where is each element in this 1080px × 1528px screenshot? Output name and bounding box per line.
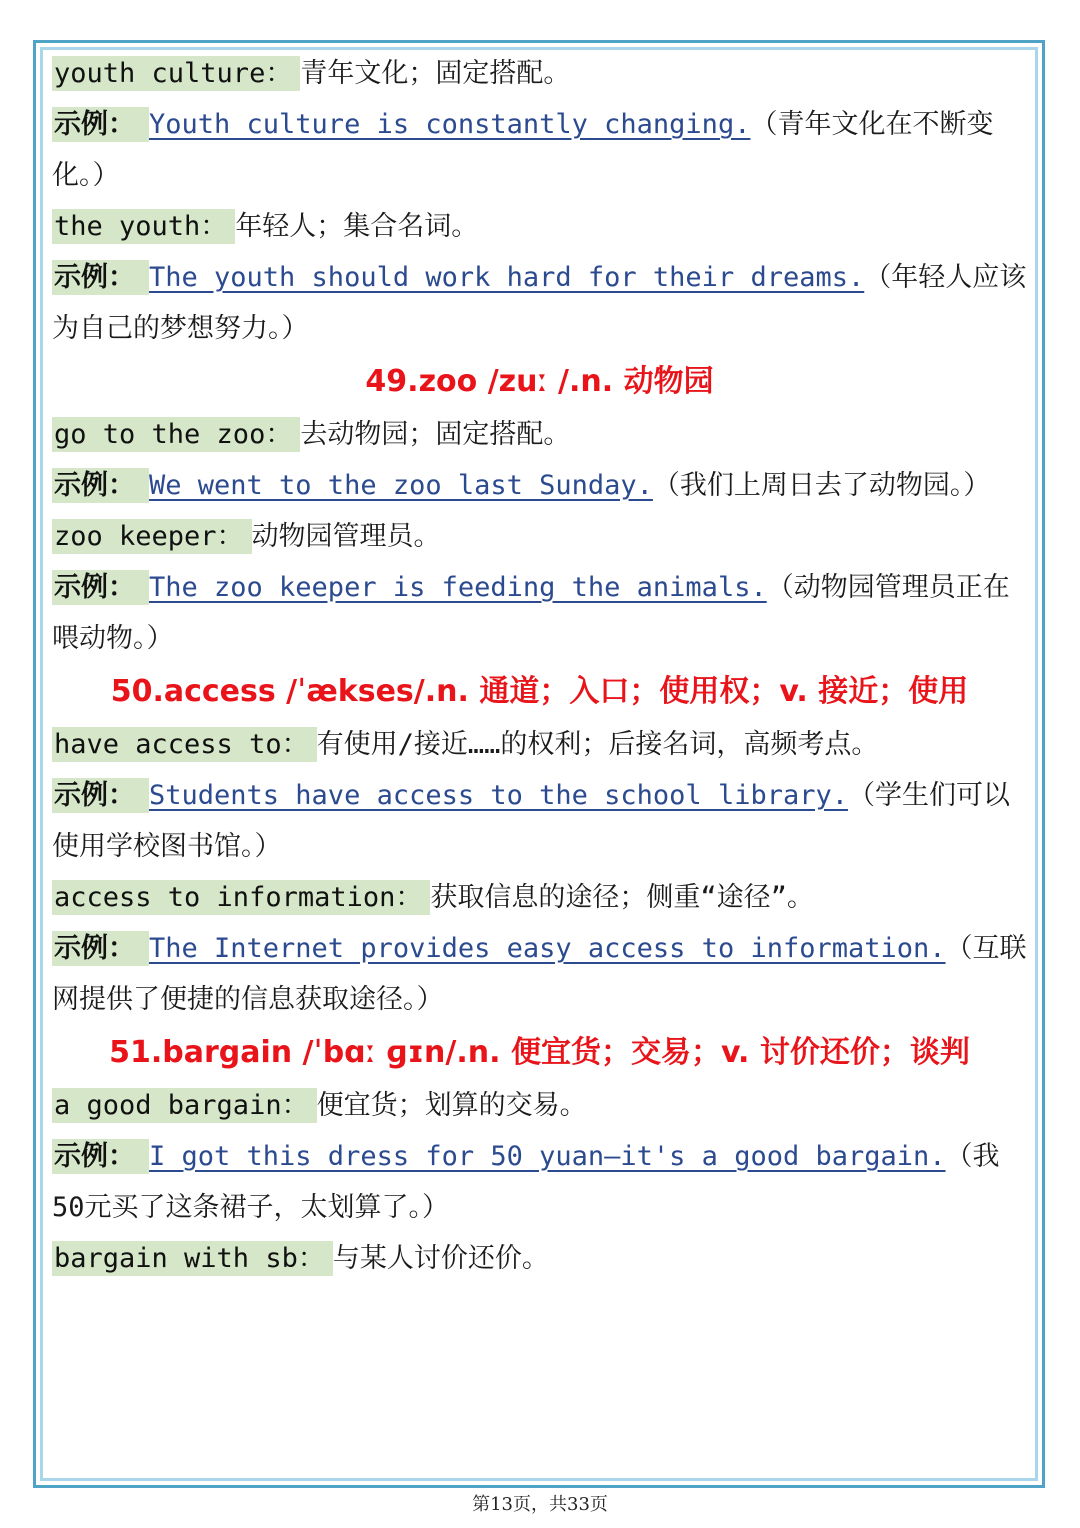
phrase-line	[52, 1080, 1027, 1131]
phrase-meaning: 与某人讨价还价。	[332, 1243, 549, 1274]
headword-access: 50.access /ˈækses/.n. 通道；入口；使用权；v. 接近；使用	[110, 674, 969, 709]
example-translation: （学生们可以使用学校图书馆。）	[52, 780, 1010, 862]
example-sentence: The Internet provides easy access to information.	[149, 933, 946, 964]
example-sentence: The zoo keeper is feeding the animals.	[149, 572, 767, 603]
phrase-meaning: 便宜货；划算的交易。	[316, 1090, 587, 1121]
phrase-term: bargain with sb：	[52, 1241, 333, 1276]
example-sentence: The youth should work hard for their dreams.	[149, 262, 865, 293]
page-number: 第13页，共33页	[472, 1494, 608, 1515]
vocab-content	[52, 48, 1027, 1284]
headword-zoo: 49.zoo /zuː /.n. 动物园	[365, 364, 714, 399]
phrase-term: youth culture：	[52, 56, 300, 91]
example-translation: （青年文化在不断变化。）	[52, 109, 994, 191]
phrase-line	[52, 409, 1027, 460]
example-line	[52, 562, 1027, 664]
example-label: 示例：	[52, 931, 149, 966]
phrase-line	[52, 719, 1027, 770]
example-translation: （我们上周日去了动物园。）	[652, 470, 991, 501]
phrase-line	[52, 1233, 1027, 1284]
phrase-term: have access to：	[52, 727, 317, 762]
phrase-line	[52, 201, 1027, 252]
example-label: 示例：	[52, 778, 149, 813]
phrase-term: the youth：	[52, 209, 235, 244]
example-label: 示例：	[52, 468, 149, 503]
example-label: 示例：	[52, 260, 149, 295]
example-translation: （动物园管理员正在喂动物。）	[52, 572, 1010, 654]
phrase-meaning: 年轻人；集合名词。	[235, 211, 479, 242]
example-label: 示例：	[52, 107, 149, 142]
headword-bargain: 51.bargain /ˈbɑː ɡɪn/.n. 便宜货；交易；v. 讨价还价；谈判	[109, 1035, 970, 1070]
phrase-meaning: 动物园管理员。	[251, 521, 441, 552]
phrase-term: go to the zoo：	[52, 417, 300, 452]
phrase-meaning: 去动物园；固定搭配。	[300, 419, 571, 450]
example-label: 示例：	[52, 1139, 149, 1174]
example-line	[52, 770, 1027, 872]
example-sentence: Youth culture is constantly changing.	[149, 109, 751, 140]
example-translation: （互联网提供了便捷的信息获取途径。）	[52, 933, 1027, 1015]
example-line	[52, 252, 1027, 354]
phrase-term: access to information：	[52, 880, 430, 915]
example-line	[52, 923, 1027, 1025]
example-line	[52, 460, 1027, 511]
example-translation: （我50元买了这条裙子，太划算了。）	[52, 1141, 1000, 1223]
phrase-term: a good bargain：	[52, 1088, 317, 1123]
phrase-meaning: 有使用/接近……的权利；后接名词，高频考点。	[316, 729, 879, 760]
phrase-term: zoo keeper：	[52, 519, 252, 554]
example-label: 示例：	[52, 570, 149, 605]
example-sentence: I got this dress for 50 yuan—it's a good bargain.	[149, 1141, 946, 1172]
phrase-meaning: 获取信息的途径；侧重“途径”。	[430, 882, 814, 913]
phrase-meaning: 青年文化；固定搭配。	[300, 58, 571, 89]
phrase-line	[52, 872, 1027, 923]
example-line	[52, 1131, 1027, 1233]
phrase-line	[52, 48, 1027, 99]
example-line	[52, 99, 1027, 201]
phrase-line	[52, 511, 1027, 562]
example-sentence: We went to the zoo last Sunday.	[149, 470, 653, 501]
example-sentence: Students have access to the school library.	[149, 780, 848, 811]
example-translation: （年轻人应该为自己的梦想努力。）	[52, 262, 1027, 344]
